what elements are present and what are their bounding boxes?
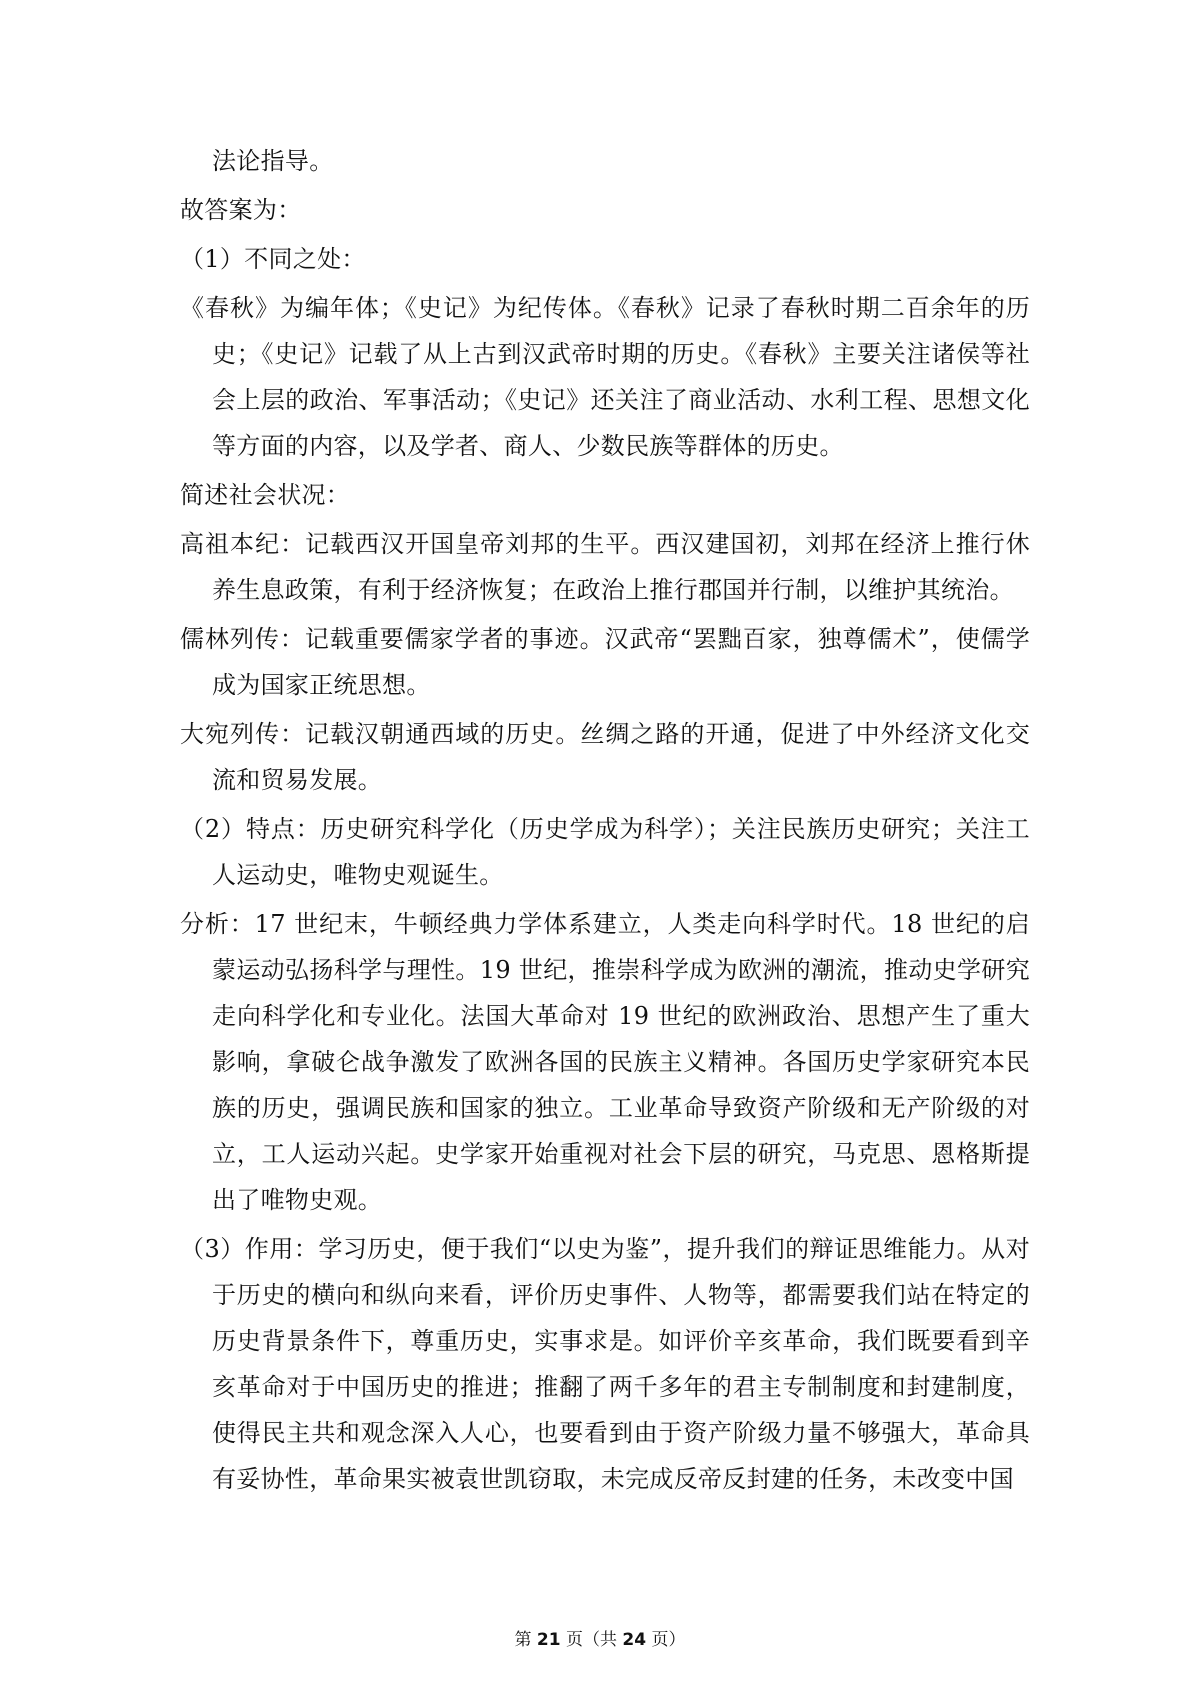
paragraph-answer-intro: 故答案为： [180,196,302,224]
document-body [180,138,1030,1505]
paragraph-part3: （3）作用：学习历史，便于我们“以史为鉴”，提升我们的辩证思维能力。从对于历史的横向和纵向来看，评价历史事件、人物等，都需要我们站在特定的历史背景条件下，尊重历史，实事求是。如评价辛亥革命，我们既要看到辛亥革命对于中国历史的推进；推翻了两千多年的君主专制制度和封建制度，使得民主共和观念深入人心，也要看到由于资产阶级力量不够强大，革命具有妥协性，革命果实被袁世凯窃取，未完成反帝反封建的任务，未改变中国 [180,1235,1030,1493]
paragraph-social-heading: 简述社会状况： [180,481,351,509]
paragraph-continuation: 法论指导。 [212,147,334,175]
paragraph-analysis: 分析：17 世纪末，牛顿经典力学体系建立，人类走向科学时代。18 世纪的启蒙运动弘扬科学与理性。19 世纪，推崇科学成为欧洲的潮流，推动史学研究走向科学化和专业化。法国大革命对 19 世纪的欧洲政治、思想产生了重大影响，拿破仑战争激发了欧洲各国的民族主义精神。各国历史学家研究本民族的历史，强调民族和国家的独立。工业革命导致资产阶级和无产阶级的对立，工人运动兴起。史学家开始重视对社会下层的研究，马克思、恩格斯提出了唯物史观。 [180,910,1030,1214]
paragraph-part2: （2）特点：历史研究科学化（历史学成为科学）；关注民族历史研究；关注工人运动史，唯物史观诞生。 [180,815,1030,889]
paragraph-dayuan: 大宛列传：记载汉朝通西域的历史。丝绸之路的开通，促进了中外经济文化交流和贸易发展。 [180,720,1030,794]
footer-suffix: 页） [651,1630,686,1650]
footer-total-pages: 24 [622,1630,647,1650]
footer-middle: 页（共 [566,1630,617,1650]
paragraph-part1-heading: （1）不同之处： [180,245,366,273]
paragraph-rulin: 儒林列传：记载重要儒家学者的事迹。汉武帝“罢黜百家，独尊儒术”，使儒学成为国家正统思想。 [180,625,1030,699]
paragraph-gaozu: 高祖本纪：记载西汉开国皇帝刘邦的生平。西汉建国初，刘邦在经济上推行休养生息政策，有利于经济恢复；在政治上推行郡国并行制，以维护其统治。 [180,530,1030,604]
footer-page-number: 21 [536,1630,561,1650]
page-footer [0,1625,1200,1650]
paragraph-differences: 《春秋》为编年体；《史记》为纪传体。《春秋》记录了春秋时期二百余年的历史；《史记》记载了从上古到汉武帝时期的历史。《春秋》主要关注诸侯等社会上层的政治、军事活动；《史记》还关注了商业活动、水利工程、思想文化等方面的内容，以及学者、商人、少数民族等群体的历史。 [180,294,1030,460]
footer-prefix: 第 [514,1630,532,1650]
